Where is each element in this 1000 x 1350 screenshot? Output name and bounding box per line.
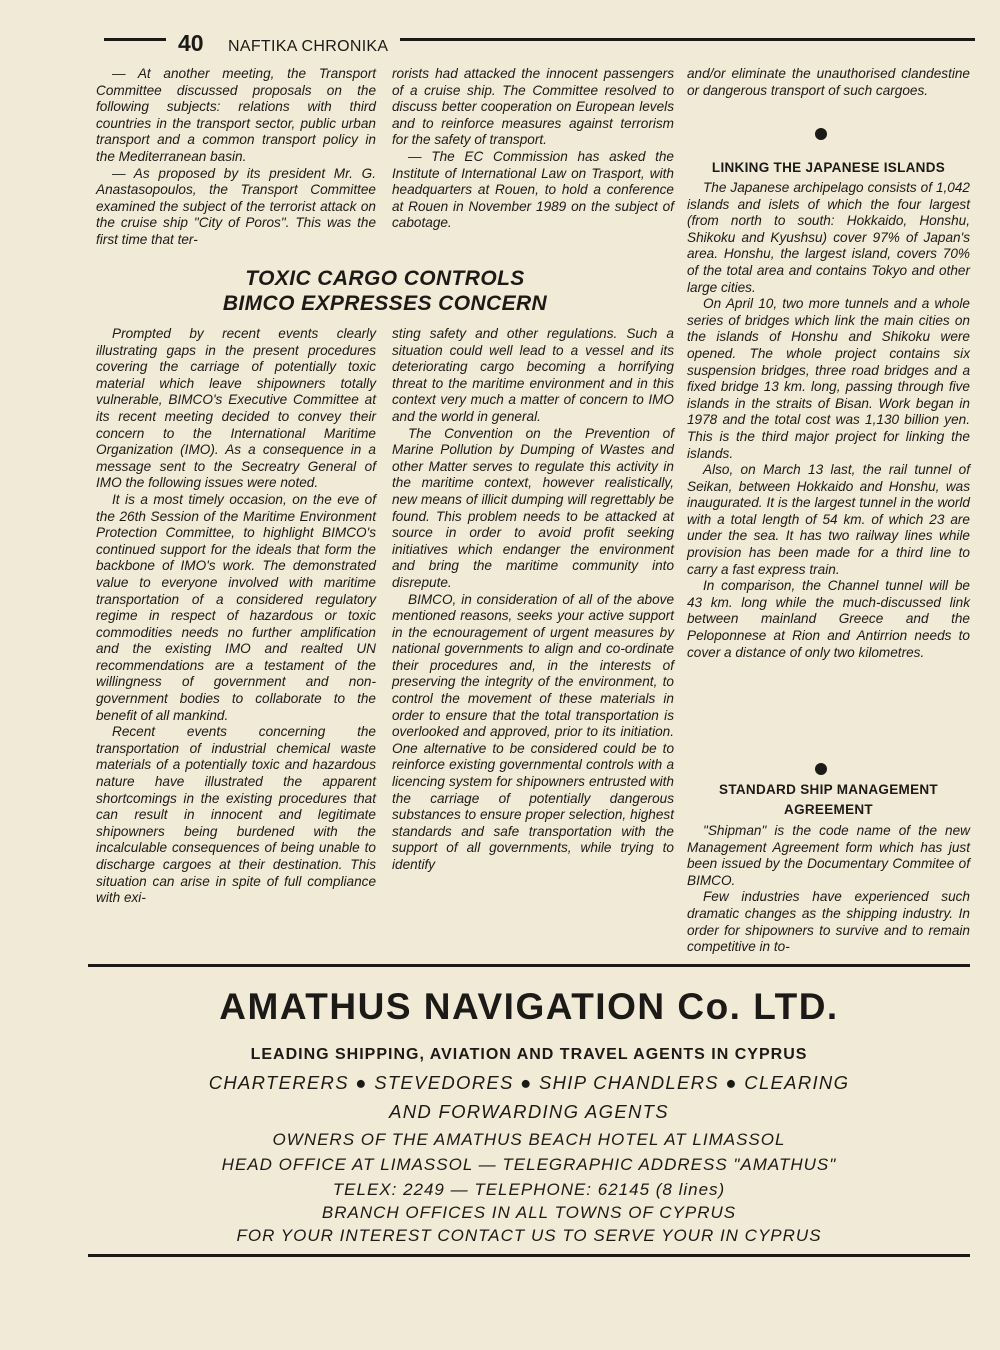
ship-management-body [687,823,970,956]
continued-article-col2 [392,66,674,232]
continued-article-col1 [96,66,376,249]
section-bullet-icon [815,763,827,775]
advertisement-bottom-rule [88,1254,970,1257]
heading-line1: STANDARD SHIP MANAGEMENT [719,782,938,797]
paragraph: BIMCO, in consideration of all of the above mentioned reasons, seeks your active support in the ecnouragement of urgent measures by national governments to align and co-ordinate their procedures and, in the interests of preserving the integrity of the environment, to control the movement of these materials in order to ensure that the total transportation is overlooked and approved, prior to its initiation. One alternative to be considered could be to reinforce existing governmental controls with a licencing system for shipowners entrusted with the carriage of potentially dangerous substances to ensure proper selection, highest standards and safe transportation with the support of all governments, while trying to identify [392,591,674,872]
header-rule-right [400,38,975,41]
advertisement-office-line: HEAD OFFICE AT LIMASSOL — TELEGRAPHIC ADDRESS "AMATHUS" [221,1155,837,1174]
header-rule-left [104,38,166,41]
paragraph: — At another meeting, the Transport Committee discussed proposals on the following subjects: relations with third countries in the transport sector, public urban transport and a common transport policy in the Mediterranean basin. [96,66,376,164]
paragraph: rorists had attacked the innocent passengers of a cruise ship. The Committee resolved to discuss better cooperation on European levels and to reinforce measures against terrorism for the safety of transport. [392,66,674,148]
toxic-article-col1 [96,326,376,907]
continued-article-col3 [687,66,970,99]
paragraph: The Japanese archipelago consists of 1,042 islands and islets of which the four largest (from north to south: Hokkaido, Honshu, Shikoku and Kyushsu) cover 97% of Japan's area. Honshu, the largest island, covers 70% of the total area and contains Tokyo and other large cities. [687,180,970,295]
paragraph: — The EC Commission has asked the Institute of International Law on Trasport, with headquarters at Rouen, to hold a conference at Rouen in November 1989 on the subject of cabotage. [392,148,674,231]
paragraph: Recent events concerning the transportation of industrial chemical waste materials of a potentially toxic and hazardous nature have illustrated the apparent shortcomings in the existing procedures that can result in innocent and legitimate shipowners being burdened with the incalculable consequences of being unable to discharge cargoes at their destination. This situation can arise in spite of full compliance with exi- [96,724,376,906]
paragraph: On April 10, two more tunnels and a whole series of bridges which link the main cities on the islands of Honshu and Shikoku were opened. The whole project contains six suspension bridges, three road bridges and a fixed bridge 13 km. long, passing through five islands in the straits of Bisan. Work began in 1978 and the total cost was 1,130 billion yen. This is the third major project for linking the islands. [687,296,970,461]
paragraph: "Shipman" is the code name of the new Management Agreement form which has just been issued by the Documentary Commitee of BIMCO. [687,823,970,888]
japan-article-heading: LINKING THE JAPANESE ISLANDS [711,160,946,175]
advertisement-branches-line: BRANCH OFFICES IN ALL TOWNS OF CYPRUS [321,1203,737,1222]
advertisement-services-line1: CHARTERERS ● STEVEDORES ● SHIP CHANDLERS ● CLEARING [208,1072,850,1093]
paragraph: It is a most timely occasion, on the eve of the 26th Session of the Maritime Environment Protection Committee, to highlight BIMCO's continued support for the ideals that form the backbone of IMO's work. The demonstrated value to everyone involved with maritime transportation of a considered regulatory regime in respect of hazardous or toxic commodities needs no further amplification and the existing IMO and realted UN recommendations are a testament of the willingness of government and non-government bodies to collaborate to the benefit of all mankind. [96,491,376,723]
headline-line1: TOXIC CARGO CONTROLS [245,267,525,290]
paragraph: Few industries have experienced such dramatic changes as the shipping industry. In order for shipowners to survive and to remain competitive in to- [687,889,970,955]
advertisement-contact-line: TELEX: 2249 — TELEPHONE: 62145 (8 lines) [332,1180,726,1199]
section-bullet-icon [815,128,827,140]
paragraph: Prompted by recent events clearly illustrating gaps in the present procedures covering the carriage of potentially toxic material which leave shipowners totally vulnerable, BIMCO's Executive Committee at its recent meeting decided to convey their concern to the International Maritime Organization (IMO). As a consequence in a message sent to the Secreatry General of IMO the following issues were noted. [96,326,376,491]
ship-management-heading [687,780,970,820]
advertisement-services-line2: AND FORWARDING AGENTS [389,1101,669,1122]
advertisement-hotel-line: OWNERS OF THE AMATHUS BEACH HOTEL AT LIMASSOL [272,1130,786,1149]
paragraph: The Convention on the Prevention of Marine Pollution by Dumping of Wastes and other Matter serves to regulate this activity in the maritime context, however realistically, new means of illicit dumping will regrettably be found. This problem needs to be attacked at source in order to avoid profit seeking initiatives which endanger the environment and bring the maritime community into disrepute. [392,425,674,590]
toxic-article-col2 [392,326,674,874]
advertisement-company-name: AMATHUS NAVIGATION Co. LTD. [219,986,839,1027]
headline-line2: BIMCO EXPRESSES CONCERN [222,292,548,315]
publication-name: NAFTIKA CHRONIKA [228,38,389,55]
paragraph: and/or eliminate the unauthorised clandestine or dangerous transport of such cargoes. [687,66,970,98]
japan-article-body [687,180,970,661]
advertisement-tagline: LEADING SHIPPING, AVIATION AND TRAVEL AGENTS IN CYPRUS [250,1046,808,1063]
paragraph: Also, on March 13 last, the rail tunnel of Seikan, between Hokkaido and Honshu, was inaugurated. It is the largest tunnel in the world with a total length of 54 km. of which 23 are under the sea. It has two railway lines while provision has been made for a third line to carry a fast express train. [687,462,970,577]
paragraph: In comparison, the Channel tunnel will be 43 km. long while the much-discussed link between mainland Greece and the Peloponnese at Rion and Antirrion needs to cover a distance of only two kilometres. [687,578,970,660]
advertisement-top-rule [88,964,970,967]
toxic-cargo-headline [96,266,674,316]
paragraph: — As proposed by its president Mr. G. Anastasopoulos, the Transport Committee examined the subject of the terrorist attack on the cruise ship "City of Poros". This was the first time that ter- [96,165,376,247]
advertisement-closing-line: FOR YOUR INTEREST CONTACT US TO SERVE YOUR IN CYPRUS [236,1226,822,1245]
heading-line2: AGREEMENT [784,802,873,817]
paragraph: sting safety and other regulations. Such a situation could well lead to a vessel and its deteriorating cargo becoming a horrifying threat to the maritime environment and in this context very much a matter of concern to IMO and the world in general. [392,326,674,424]
page-number: 40 [178,30,204,56]
